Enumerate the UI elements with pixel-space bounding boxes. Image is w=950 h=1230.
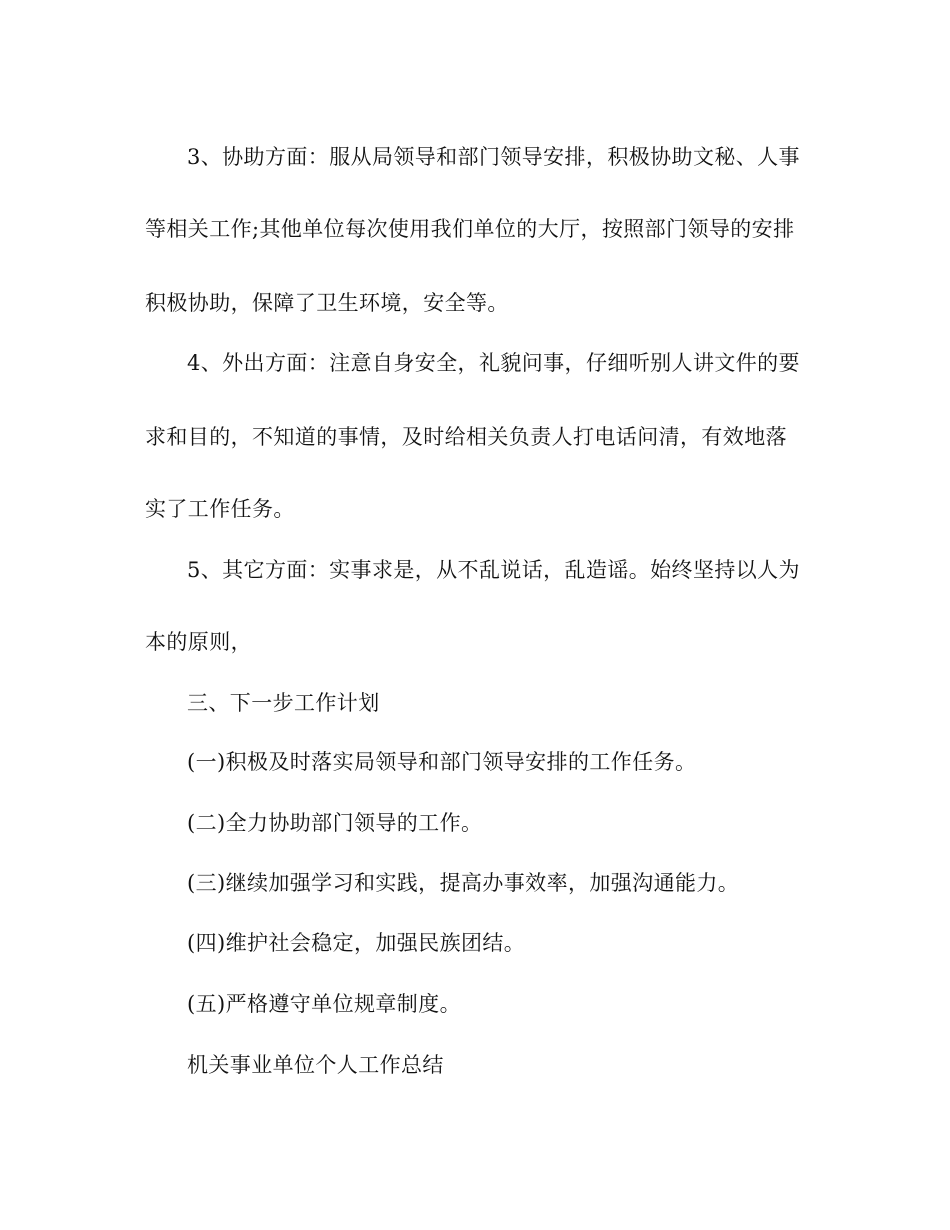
paragraph-line: 积极协助，保障了卫生环境，安全等。 [145,291,509,315]
section-heading: 三、下一步工作计划 [187,691,380,715]
plan-item: (五)严格遵守单位规章制度。 [187,992,461,1016]
paragraph-line: 等相关工作;其他单位每次使用我们单位的大厅，按照部门领导的安排 [145,217,795,241]
paragraph-line: 4、外出方面：注意自身安全，礼貌问事，仔细听别人讲文件的要 [187,351,800,375]
plan-item: (二)全力协助部门领导的工作。 [187,811,483,835]
paragraph-line: 3、协助方面：服从局领导和部门领导安排，积极协助文秘、人事 [187,145,800,169]
plan-item: (四)维护社会稳定，加强民族团结。 [187,931,526,955]
next-document-title: 机关事业单位个人工作总结 [187,1053,444,1077]
paragraph-line: 实了工作任务。 [145,497,295,521]
plan-item: (一)积极及时落实局领导和部门领导安排的工作任务。 [187,750,697,774]
paragraph-line: 本的原则， [145,630,252,654]
paragraph-line: 5、其它方面：实事求是，从不乱说话，乱造谣。始终坚持以人为 [187,558,800,582]
plan-item: (三)继续加强学习和实践，提高办事效率，加强沟通能力。 [187,871,740,895]
paragraph-line: 求和目的，不知道的事情，及时给相关负责人打电话问清，有效地落 [145,425,787,449]
